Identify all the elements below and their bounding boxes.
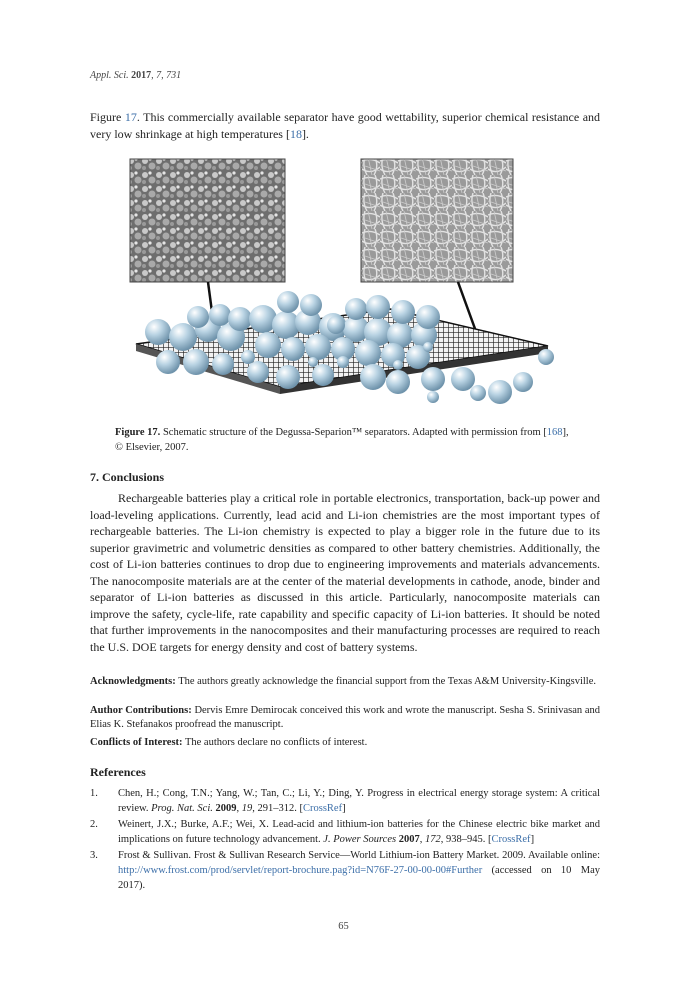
author-contributions: Author Contributions: Dervis Emre Demirocak conceived this work and wrote the manuscript. Sesha S. Srinivasan and Elias K. Stefanakos proofread the manuscript. — [90, 705, 601, 730]
reference-item: 2. Weinert, J.X.; Burke, A.F.; Wei, X. Lead-acid and lithium-ion batteries for the Chinese electric bike market and implications on future technology advancement. J. Power Sources 2007, 172, 938–945. [CrossRef] — [90, 819, 600, 845]
figure-label: Figure 17. — [115, 427, 161, 438]
acknowledgments: Acknowledgments: The authors greatly acknowledge the financial support from the Texas A&M University-Kingsville. — [90, 676, 596, 687]
references-title: References — [90, 765, 146, 779]
figure-caption: Figure 17. Schematic structure of the Degussa-Separion™ separators. Adapted with permission from [168], © Elsevier, 2007. — [115, 427, 569, 453]
article-number: 731 — [166, 70, 182, 81]
conflicts-of-interest: Conflicts of Interest: The authors declare no conflicts of interest. — [90, 737, 368, 748]
crossref-link[interactable]: CrossRef — [303, 803, 343, 814]
crossref-link[interactable]: CrossRef — [491, 834, 531, 845]
sem-image-fibers — [361, 159, 513, 282]
citation-link[interactable]: 18 — [289, 126, 302, 141]
reference-item: 1. Chen, H.; Cong, T.N.; Yang, W.; Tan, C.; Li, Y.; Ding, Y. Progress in electrical energy storage system: A critical review. Prog. Nat. Sci. 2009, 19, 291–312. [CrossRef] — [90, 788, 600, 814]
reference-item: 3. Frost & Sullivan. Frost & Sullivan Research Service—World Lithium-ion Battery Market. 2009. Available online: http://www.frost.com/prod/servlet/report-brochure.pag?id=N76F-27-00-00-00#Further (accessed on 10 May 2017). — [90, 850, 600, 891]
conclusions-paragraph: Rechargeable batteries play a critical role in portable electronics, transportation, back-up power and load-leveling applications. Currently, lead acid and Li-ion chemistries are the most important types of rechargeable batteries. The Li-ion chemistry is expected to play a bigger role in the future due to its superior gravimetric and volumetric densities as compared to other battery chemistries. Additionally, the cost of Li-ion batteries continues to drop due to engineering improvements and materials advancements. The nanocomposite materials are at the center of the material developments in cathode, anode, binder and separator of Li-ion batteries as discussed in this article. Particularly, nanocomposite materials can improve the safety, cycle-life, rate capability and specific capacity of Li-ion batteries. It should be noted that further improvements in the nanocomposites and their manufacturing processes are required to reach the U.S. DOE targets for energy density and cost of battery systems. — [90, 491, 600, 654]
intro-paragraph: Figure 17. This commercially available separator have good wettability, superior chemical resistance and very low shrinkage at high temperatures [18]. — [90, 110, 601, 141]
caption-citation-link[interactable]: 168 — [546, 427, 563, 438]
section-title: 7. Conclusions — [90, 470, 165, 484]
url-link[interactable]: http://www.frost.com/prod/servlet/report-brochure.pag?id=N76F-27-00-00-00#Further — [118, 865, 483, 876]
running-header: Appl. Sci. 2017, 7, 731 — [90, 70, 182, 81]
leader-line-left — [208, 282, 212, 312]
figure-link[interactable]: 17 — [124, 110, 137, 124]
journal-volume: 7 — [156, 70, 162, 81]
page-number: 65 — [338, 921, 349, 932]
journal-name: Appl. Sci. — [90, 70, 129, 81]
figure-17 — [128, 157, 560, 412]
journal-year: 2017 — [131, 70, 152, 81]
sem-image-particles — [130, 159, 285, 282]
